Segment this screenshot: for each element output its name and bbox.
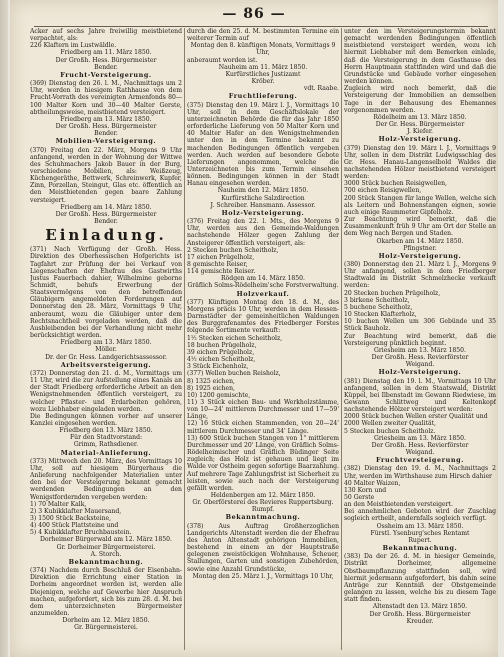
notice-paragraph: (376) Freitag den 22. l. Mts., des Morgens 9 Uhr, werden aus den Gemeinde-Waldungen nachstehende Hölzer gegen Zahlung der Ansteigerer öffentlich versteigert, als: [187,218,339,247]
notice-paragraph: 114 gemischte Reiser. [187,268,256,276]
notice-line-centered: Nauheim den 12. März 1850. [217,187,309,195]
notice-paragraph: (369) Dienstag den 26. l. M., Nachmittags um 2 Uhr, werden in hiesigem Rathhause von dem Frucht-Vorrath des vereinigten Armenfonds 80—100 Malter Korn und 30—40 Malter Gerste, abtheilungsweise, meistbietend versteigert. [30,80,182,116]
notice-paragraph: 700 eichen Reisigwellen, [344,187,422,195]
notice-paragraph: (381) Dienstag den 19. l. M., Vormittags 10 Uhr anfangend, sollen in dem Staatswald, Distrikt Küppel, bei Ilbenstadt im Gewann Riedwiese, im Gewann Schlittweg und Keltenkopf nachstehende Hölzer versteigert werden: [344,377,496,414]
notice-line-centered: Montag den 25. März l. J., Vormittags 10 Uhr, [192,572,334,580]
notice-line-centered: Okarben am 14. März 1850. [376,237,464,245]
notice-heading: Bekanntmachung. [68,557,144,566]
notice-line-centered: Friedberg am 11. März 1850. [60,49,152,57]
column-right [344,28,496,650]
notice-paragraph: anberaumt worden ist. [187,56,258,64]
notice-paragraph: 1½ Stecken eichen Scheitholz, [187,334,283,342]
newspaper-page [10,0,498,657]
notice-line-centered: Rödgen am 14. März 1850. [221,275,305,283]
notice-line-centered: Dorheimer Bürgerwald am 12. März 1850. [40,536,172,544]
notice-heading: Material-Anlieferung. [60,448,152,457]
notice-paragraph: 10 buchen Wellen um 306 Gebünde und 35 Stück Bauholz. [344,318,496,333]
notice-line-centered: Grimm, Rathsdiener. [73,441,139,449]
notice-paragraph: 130 Korn und [344,486,387,494]
notice-paragraph: (375) Dienstag den 19. März l. J., Vormittags 10 Uhr, soll in dem Geschäftslokale der unterzeichneten Behörde die für das Jahr 1850 erforderliche Lieferung von 50 Malter Korn und 40 Malter Hafer an den Wenigstnehmenden unter den in dem Termine bekannt zu machenden Bedingungen öffentlich vergeben werden. Auch werden auf besondere Gebote Lieferungen angenommen, welche die Unterzeichneten bis zum Termin einsehen können. Bedingungen können in der Stadt Hanau eingesehen werden. [187,101,339,188]
notice-line-centered: Rupert. [408,536,432,544]
notice-paragraph: 20 Stecken buchen Prügelholz, [344,289,441,297]
notice-line-centered: Der Großh. Hess. Bürgermeister [55,123,157,131]
notice-paragraph: (372) Donnerstag den 21. d. M., Vormittags um 11 Uhr, wird die zur Aufstellung eines Kanals an der Stadt Friedberg erforderliche Arbeit an den Wenigstnehmenden öffentlich versteigert, zu welcher Pflaster- und Erdarbeiten gehören, wozu Liebhaber eingeladen werden. [30,369,182,413]
notice-paragraph: (380) Donnerstag den 21. März l. J., Morgens 9 Uhr anfangend, sollen in dem Friedberger Stadtwald im Distrikt Schmelzhecke verkauft werden: [344,261,496,290]
notice-paragraph: 2 Stecken buchen Scheitholz, [187,246,279,254]
notice-paragraph: unter den im Versteigerungstermin bekannt gemacht werdenden Bedingungen öffentlich meistbietend versteigert werden, wozu ich hiermit Liebhaber mit dem Bemerken einlade, daß die Versteigerung in dem Gasthause des Herrn Hauptmann stattfinden wird und daß die Grundstücke und Gebäude vorher eingesehen werden können. [344,28,496,86]
notice-heading: Holzverkauf. [236,289,290,298]
notice-paragraph: 17 eichen Prügelholz, [187,253,255,261]
notice-heading: Holz-Versteigerung. [378,251,462,260]
notice-paragraph: 8 gemischte Reiser, [187,261,248,268]
notice-paragraph: 50 Gerste [344,494,375,501]
notice-paragraph: 4) 400 Stück Plattsteine und [30,522,119,530]
notice-paragraph: 13) 600 Stück buchen Stangen von 1" mittlerem Durchmesser und 20' Länge, von Gräflich Solms-Rödelheimischer und Gräflich Büdinger Seite zugleich; das Holz ist gehauen und liegt im Walde vor Ostheim gegen sofortige Baarzahlung. Auf mehrere Tage Zahlungsfrist ist Sicherheit zu leisten, sowie auch nach der Versteigerung gefällt werden. [187,434,339,492]
notice-line-centered: Bender. [94,130,118,138]
notice-line-centered: Ossheim am 13. März 1850. [376,522,464,530]
notice-line-centered: Kröber. [251,78,275,86]
notice-heading: Arbeitsversteigerung. [60,360,152,369]
notice-paragraph: (377) Wellen buchen Reisholz, [187,370,281,378]
notice-line-centered: Der Großh. Hess. Revierförster [371,354,469,362]
page-number: — 86 — [222,6,286,22]
notice-line-centered: Gr. Oberförsterei des Revieres Ruppertsburg. [192,499,334,507]
notice-paragraph: Zur Beachtung wird bemerkt, daß die Zusammenkunft früh 9 Uhr am Ort der Stelle an dem Weg nach Bergen und Staden. [344,216,496,238]
notice-heading: Fruchtlieferung. [228,92,298,101]
notice-paragraph: 10) 1200 gemischte, [187,391,251,399]
notice-line-centered: Friedberg am 13. März 1850. [60,115,152,123]
notice-line-centered: Griesheim am 13. März 1850. [373,346,466,354]
notice-paragraph: 3 Stück Eichenholz, [187,363,249,371]
notice-line-centered: Altenstadt den 13. März 1850. [372,603,468,611]
notice-heading: Holz-Versteigerung. [378,135,462,144]
notice-line-centered: Gräflich Solms-Rödelheim'sche Forstverwaltung. [187,282,339,290]
notice-line-centered: Nauheim am 11. März 1850. [218,63,308,71]
notice-paragraph: 8) 1925 eichen, [187,384,235,392]
notice-line-centered: Kurfürstliches Justizamt [225,70,301,78]
notice-paragraph: 1) 70 Malter Kalk, [30,500,87,508]
notice-line-centered: Fürstl. Ysenburg'sches Rentamt [370,529,470,537]
notice-paragraph: (371) Nach Verfügung der Großh. Hess. Direktion des Oberhessischen Hofgerichts ist Tagfahrt zur Prüfung der bei Verkauf von Liegenschaften der Ehefrau des Gastwirths Justus Fauerbach dahier, Wilhelmine geborne Schmidt, behufs Erwerbung der Staatsvermögens von den betreffenden Gläubigern angemeldeten Forderungen auf Donnerstag den 28. März, Vormittags 9 Uhr, anberaumt, wozu die Gläubiger unter dem Rechtsnachtheil vorgeladen werden, daß die Ausbleibenden bei der Verhandlung nicht mehr berücksichtigt werden. [30,246,182,340]
notice-paragraph: Acker auf sechs Jahre freiwillig meistbietend verpachtet, als: [30,28,182,43]
notice-paragraph: (378) Aus Auftrag Großherzoglichen Landgerichts Altenstadt werden die der Ehefrau des Anton Altenstadt gehörigen Immobilien, bestehend in einem an der Hauptstraße gelegenen zweistöckigen Wohnhause, Scheuer, Stallungen, Garten und sonstigen Zubehörden, sowie eine Anzahl Grundstücke, [187,522,339,573]
header-rule [34,26,488,27]
column-divider [184,28,185,650]
column-middle [187,28,339,650]
notice-line-centered: Möller. [95,346,117,354]
notice-paragraph: Bei annehmlichen Geboten wird der Zuschlag sogleich ertheilt, andernfalls sogleich verfügt. [344,508,496,523]
notice-paragraph: 3000 Stück buchen Reisigwellen, [344,180,447,188]
notice-paragraph: 200 Stück Stangen für lange Wellen, welche sich als Leitern und Bohnenstangen eignen, sowie auch einige Raummeter Gipfelholz. [344,194,496,216]
notice-line-centered: Gr. Bürgermeisterei. [74,624,138,632]
notice-paragraph: 3) 1500 Stück Backsteine, [30,515,112,522]
notice-line-centered: Der Gr. Hess. Bürgermeister [375,121,465,129]
notice-paragraph: Zugleich wird noch bemerkt, daß die Versteigerung der Immobilien an demselben Tage in der Behausung des Ehemannes vorgenommen werden. [344,85,496,114]
notice-line-centered: Der Großh. Hess. Bürgermeister [369,610,471,618]
notice-heading: Mobilien-Versteigerung. [55,137,157,146]
column-divider [341,28,342,650]
notice-paragraph: 18 buchen Prügelholz, [187,341,257,349]
notice-line-centered: Friedberg am 13. März 1850. [60,339,152,347]
notice-paragraph: 8) 1325 eichen, [187,377,235,385]
notice-line-centered: Für den Stadtvorstand: [69,434,143,442]
notice-line-centered: Friedberg am 14. März 1850. [60,203,152,211]
notice-title: Einladung. [45,226,167,245]
notice-paragraph: 5 buchene Scheitholz, [344,303,413,311]
notice-paragraph: (383) Da der 26. d. M. in hiesiger Gemeinde, Distrikt Dorheimer, allgemeine Obstbaumpflanzung stattfinden soll, wird hiermit jedermann aufgefordert, bis dahin seine Anträge zur Kenntniß der Obstgemeinde gelangen zu lassen, welche bis zu diesem Tage statt finden. [344,553,496,604]
notice-line-centered: Rödelheim am 13. März 1850. [373,113,467,121]
notice-line-centered: Montag den 8. künftigen Monats, Vormittags 9 Uhr, [190,42,336,57]
notice-line-right: vdt. Raabe. [303,85,339,93]
notice-paragraph: 3 birkene Scheitholz, [344,296,410,304]
notice-paragraph: (370) Freitag den 22. März, Morgens 9 Uhr anfangend, werden in der Wohnung der Wittwe des Schuhmachers Jakob Bauer in der Burg, verschiedene Mobilien, als: Weißzeug, Küchengeräthe, Bettwerk, Schreinwerk, Kupfer, Zinn, Porzellan, Steingut, Glas etc. öffentlich an den Meistbietenden gegen baare Zahlung versteigert. [30,146,182,204]
notice-line-centered: Bender. [94,218,118,226]
notice-paragraph: 2000 Wellen zweiter Qualität, [344,420,436,428]
notice-paragraph: 2) 3 Kubikklafter Mauersand, [30,507,122,515]
notice-paragraph: 4½ eichen Scheitholz, [187,356,256,364]
notice-paragraph: (377) Künftigen Montag den 18. d. M., des Morgens präcis 10 Uhr, werden in dem Hessen-Darmstädter der gemeinheitlichen Waldungen des Burggrafenamtes des Friedberger Forstes folgende Sortimente verkauft: [187,298,339,335]
notice-heading: Holz-Versteigerung. [378,368,462,377]
notice-line-centered: Friedberg den 13. März 1850. [59,427,153,435]
notice-line-centered: Dorheim am 12. März 1850. [62,617,150,625]
notice-paragraph: 10 Stecken Klafterholz, [344,311,417,319]
notice-paragraph: durch die den 25. d. M. bestimmten Termine ein weiterer Termin auf [187,28,339,43]
notice-paragraph: (379) Dienstag den 19. März l. J., Vormittags 9 Uhr, sollen in dem Distrikt Ludwigsschlag des Gr. Hess. Hanau-Langenselbold Waldes die nachstehenden Hölzer meistbietend versteigert werden: [344,144,496,181]
notice-paragraph: (382) Dienstag den 19. d. M., Nachmittags 2 Uhr, werden im Wirthshause zum Hirsch dahier [344,465,496,480]
notice-paragraph: 5 Stecken buchen Scheitholz. [344,427,436,435]
notice-paragraph: Die Bedingungen können vorher auf unserer Kanzlei eingesehen werden. [30,412,182,427]
notice-line-centered: J. Kiefer. [407,128,433,136]
notice-line-centered: Der Großh. Hess. Bürgermeister [55,210,157,218]
notice-line-centered: Pfingstner. [403,244,437,252]
notice-line-centered: Kreuder. [406,617,434,625]
notice-paragraph: 226 Klaftern im Lustwäldle. [30,42,117,50]
page-header [10,4,498,24]
notice-line-centered: Heldenbergen am 12. März 1850. [210,492,316,499]
notice-paragraph: 12) 16 Stück eichen Stammenden, von 20—24' mittlerem Durchmesser und 34' Länge. [187,420,339,435]
notice-line-centered: A. Storch. [90,550,122,558]
notice-heading: Bekanntmachung. [225,513,301,522]
notice-heading: Holz-Versteigerung. [221,208,305,217]
notice-paragraph: (373) Mittwoch den 20. März, des Vormittags 10 Uhr, soll auf hiesigem Bürgerhaus die Anlieferung nachfolgender Materialien unter den bei der Versteigerung bekannt gemacht werdenden Bedingungen an den Wenigstfordernden vergeben werden: [30,457,182,501]
notice-heading: Bekanntmachung. [382,544,458,553]
notice-paragraph: 2000 Stück buchen Wellen erster Qualität und [344,413,488,421]
column-left [30,28,182,650]
notice-line-centered: Kurfürstliche Salzdirection [221,194,305,202]
notice-paragraph: 40 Malter Waizen, [344,479,401,487]
notice-line-centered: J. Schreiber. Hansmann. Assessor. [210,201,316,209]
notice-paragraph: 5) 4 Kubikklafter Bruchbaustein. [30,529,132,537]
notice-paragraph: Zur Beachtung wird bemerkt, daß die Versteigerung pünktlich beginnt. [344,332,496,347]
notice-line-centered: Der Großh. Hess. Bürgermeister [55,56,157,64]
notice-heading: Frucht-Versteigerung. [60,70,152,79]
notice-line-centered: Gr. Dorheimer Bürgermeisterei. [56,543,156,551]
notice-line-centered: Dr. der Gr. Hess. Landgerichtsassessor. [45,353,167,361]
notice-line-centered: Rumpf. [251,506,275,514]
notice-line-centered: Griesheim am 13. März 1850. [373,434,466,442]
notice-paragraph: an den Meistbietenden versteigert. [344,501,453,509]
notice-paragraph: 39 eichen Prügelholz, [187,348,255,356]
notice-line-centered: Weigand. [405,361,435,369]
notice-line-centered: Der Großh. Hess. Revierförster [371,441,469,449]
notice-line-centered: Weigand. [405,449,435,457]
notice-line-centered: Bender. [94,63,118,71]
notice-paragraph: 11) 3 Stück eichen Bau- und Werkholzstämme, von 10—24' mittlerem Durchmesser und 17—59' Länge, [187,398,339,421]
page-binding-edge [0,0,8,657]
notice-heading: Fruchtversteigerung. [375,456,464,465]
notice-paragraph: (374) Nachdem durch Beschluß der Eisenbahn-Direktion die Errichtung einer Station in Dorheim angeordnet worden ist, werden alle Diejenigen, welche auf Gewerbe hier Anspruch machen, aufgefordert, sich bis zum 28. d. M. bei dem unterzeichneten Bürgermeister anzumelden. [30,567,182,618]
